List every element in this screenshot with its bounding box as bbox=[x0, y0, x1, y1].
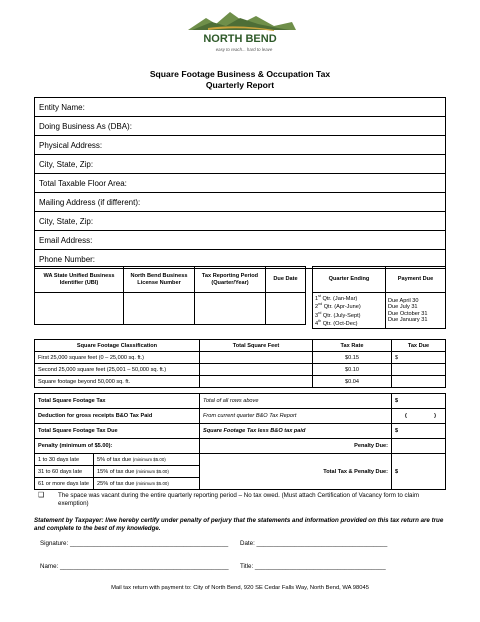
form-subtitle: Quarterly Report bbox=[205, 80, 275, 90]
quarter-4: 4th Qtr. (Oct-Dec) bbox=[315, 318, 358, 327]
mailing-footer: Mail tax return with payment to: City of North Bend, 920 SE Cedar Falls Way, North Bend, WA 98045 bbox=[111, 585, 369, 591]
quarter-schedule-table bbox=[312, 266, 446, 329]
tier-1-label: First 25,000 square feet (0 – 25,000 sq. ft.) bbox=[35, 352, 200, 364]
tier-2-sqft-input[interactable] bbox=[200, 364, 313, 376]
license-input[interactable] bbox=[124, 293, 195, 325]
due-date-input[interactable] bbox=[266, 293, 306, 325]
tier-2-rate: $0.10 bbox=[313, 364, 392, 376]
mailing-city-state-zip-field[interactable]: City, State, Zip: bbox=[35, 212, 446, 231]
floor-area-field[interactable]: Total Taxable Floor Area: bbox=[35, 174, 446, 193]
name-row: Name: _________________________________________________ bbox=[40, 563, 229, 570]
signature-row: Signature: ______________________________________________ bbox=[40, 540, 229, 547]
tier-1-due[interactable]: $ bbox=[392, 352, 446, 364]
date-row: Date: ______________________________________ bbox=[240, 540, 388, 547]
ubi-header: WA State Unified Business Identifier (UBI) bbox=[35, 267, 124, 293]
deduction-label: Deduction for gross receipts B&O Tax Paid bbox=[35, 409, 200, 424]
tier-1-sqft-input[interactable] bbox=[200, 352, 313, 364]
city-state-zip-field[interactable]: City, State, Zip: bbox=[35, 155, 446, 174]
payment-due-header: Payment Due bbox=[386, 267, 446, 293]
due-3: Due October 31 bbox=[388, 310, 428, 317]
tax-due-header: Tax Due bbox=[392, 340, 446, 352]
tier-1-rate: $0.15 bbox=[313, 352, 392, 364]
entity-name-field[interactable]: Entity Name: bbox=[35, 98, 446, 117]
quarter-1: 1st Qtr. (Jan-Mar) bbox=[315, 294, 358, 302]
due-2: Due July 31 bbox=[388, 304, 418, 311]
penalty-period-3: 61 or more days late bbox=[35, 478, 94, 490]
due-date-header: Due Date bbox=[266, 267, 306, 293]
vacant-text: The space was vacant during the entire quarterly reporting period – No tax owed. (Must attach Certification of Vacancy form to claim exemption) bbox=[58, 492, 419, 508]
tier-2-label: Second 25,000 square feet (25,001 – 50,000 sq. ft.) bbox=[35, 364, 200, 376]
quarter-ending-header: Quarter Ending bbox=[313, 267, 386, 293]
physical-address-field[interactable]: Physical Address: bbox=[35, 136, 446, 155]
total-sqft-tax-due[interactable]: $ bbox=[392, 394, 446, 409]
total-tax-due-note: Square Footage Tax less B&O tax paid bbox=[200, 424, 392, 439]
penalty-schedule: 1 to 30 days late 5% of tax due (minimum $5.00) 31 to 60 days late 15% of tax due (minimum $5.00) 61 or more days late 25% of tax due (minimum $5.00) bbox=[35, 454, 200, 490]
tier-3-due[interactable] bbox=[392, 376, 446, 388]
tax-calculation-table bbox=[34, 339, 446, 490]
signature-line[interactable]: ______________________________________________ bbox=[69, 540, 229, 547]
penalty-due-label: Penalty Due: bbox=[200, 439, 392, 454]
penalty-due-input[interactable] bbox=[392, 439, 446, 454]
due-4: Due January 31 bbox=[388, 316, 428, 323]
square-feet-header: Total Square Feet bbox=[200, 340, 313, 352]
entity-info-table bbox=[34, 97, 446, 269]
title-row: Title: ______________________________________ bbox=[240, 563, 386, 570]
total-tax-due[interactable]: $ bbox=[392, 424, 446, 439]
penalty-period-1: 1 to 30 days late bbox=[38, 456, 80, 463]
deduction-note: From current quarter B&O Tax Report bbox=[200, 409, 392, 424]
phone-field[interactable]: Phone Number: bbox=[35, 250, 446, 269]
classification-header: Square Footage Classification bbox=[35, 340, 200, 352]
logo-tagline: easy to reach... hard to leave bbox=[215, 47, 273, 52]
mailing-address-field[interactable]: Mailing Address (if different): bbox=[35, 193, 446, 212]
tax-rate-header: Tax Rate bbox=[313, 340, 392, 352]
ubi-input[interactable] bbox=[35, 293, 124, 325]
quarter-2: 2nd Qtr. (Apr-June) bbox=[315, 302, 361, 311]
north-bend-logo bbox=[178, 6, 302, 54]
total-penalty-label: Total Tax & Penalty Due: bbox=[200, 454, 392, 490]
total-tax-due-label: Total Square Footage Tax Due bbox=[35, 424, 200, 439]
date-line[interactable]: ______________________________________ bbox=[256, 540, 388, 547]
period-input[interactable] bbox=[195, 293, 266, 325]
tier-3-rate: $0.04 bbox=[313, 376, 392, 388]
form-title: Square Footage Business & Occupation Tax bbox=[149, 69, 331, 79]
name-line[interactable]: _________________________________________________ bbox=[59, 563, 229, 570]
title-line[interactable]: ______________________________________ bbox=[254, 563, 386, 570]
deduction-amount[interactable]: ( ) bbox=[392, 409, 446, 424]
license-header: North Bend Business License Number bbox=[124, 267, 195, 293]
total-sqft-tax-note: Total of all rows above bbox=[200, 394, 392, 409]
taxpayer-statement: Statement by Taxpayer: I/we hereby certify under penalty of perjury that the statements and information provided on this tax return are true and complete to the best of my knowledge. bbox=[34, 517, 444, 533]
total-sqft-tax-label: Total Square Footage Tax bbox=[35, 394, 200, 409]
dba-field[interactable]: Doing Business As (DBA): bbox=[35, 117, 446, 136]
tier-2-due[interactable] bbox=[392, 364, 446, 376]
tier-3-sqft-input[interactable] bbox=[200, 376, 313, 388]
period-header: Tax Reporting Period (Quarter/Year) bbox=[195, 267, 266, 293]
logo-text: NORTH BEND bbox=[203, 33, 277, 45]
email-field[interactable]: Email Address: bbox=[35, 231, 446, 250]
business-id-table bbox=[34, 266, 306, 325]
quarter-3: 3rd Qtr. (July-Sept) bbox=[315, 310, 361, 319]
penalty-period-2: 31 to 60 days late bbox=[35, 466, 94, 478]
vacant-checkbox[interactable]: ❑ bbox=[38, 492, 45, 499]
total-penalty-due[interactable]: $ bbox=[392, 454, 446, 490]
due-1: Due April 30 bbox=[388, 297, 419, 304]
penalty-label: Penalty (minimum of $5.00): bbox=[35, 439, 200, 454]
tier-3-label: Square footage beyond 50,000 sq. ft. bbox=[35, 376, 200, 388]
